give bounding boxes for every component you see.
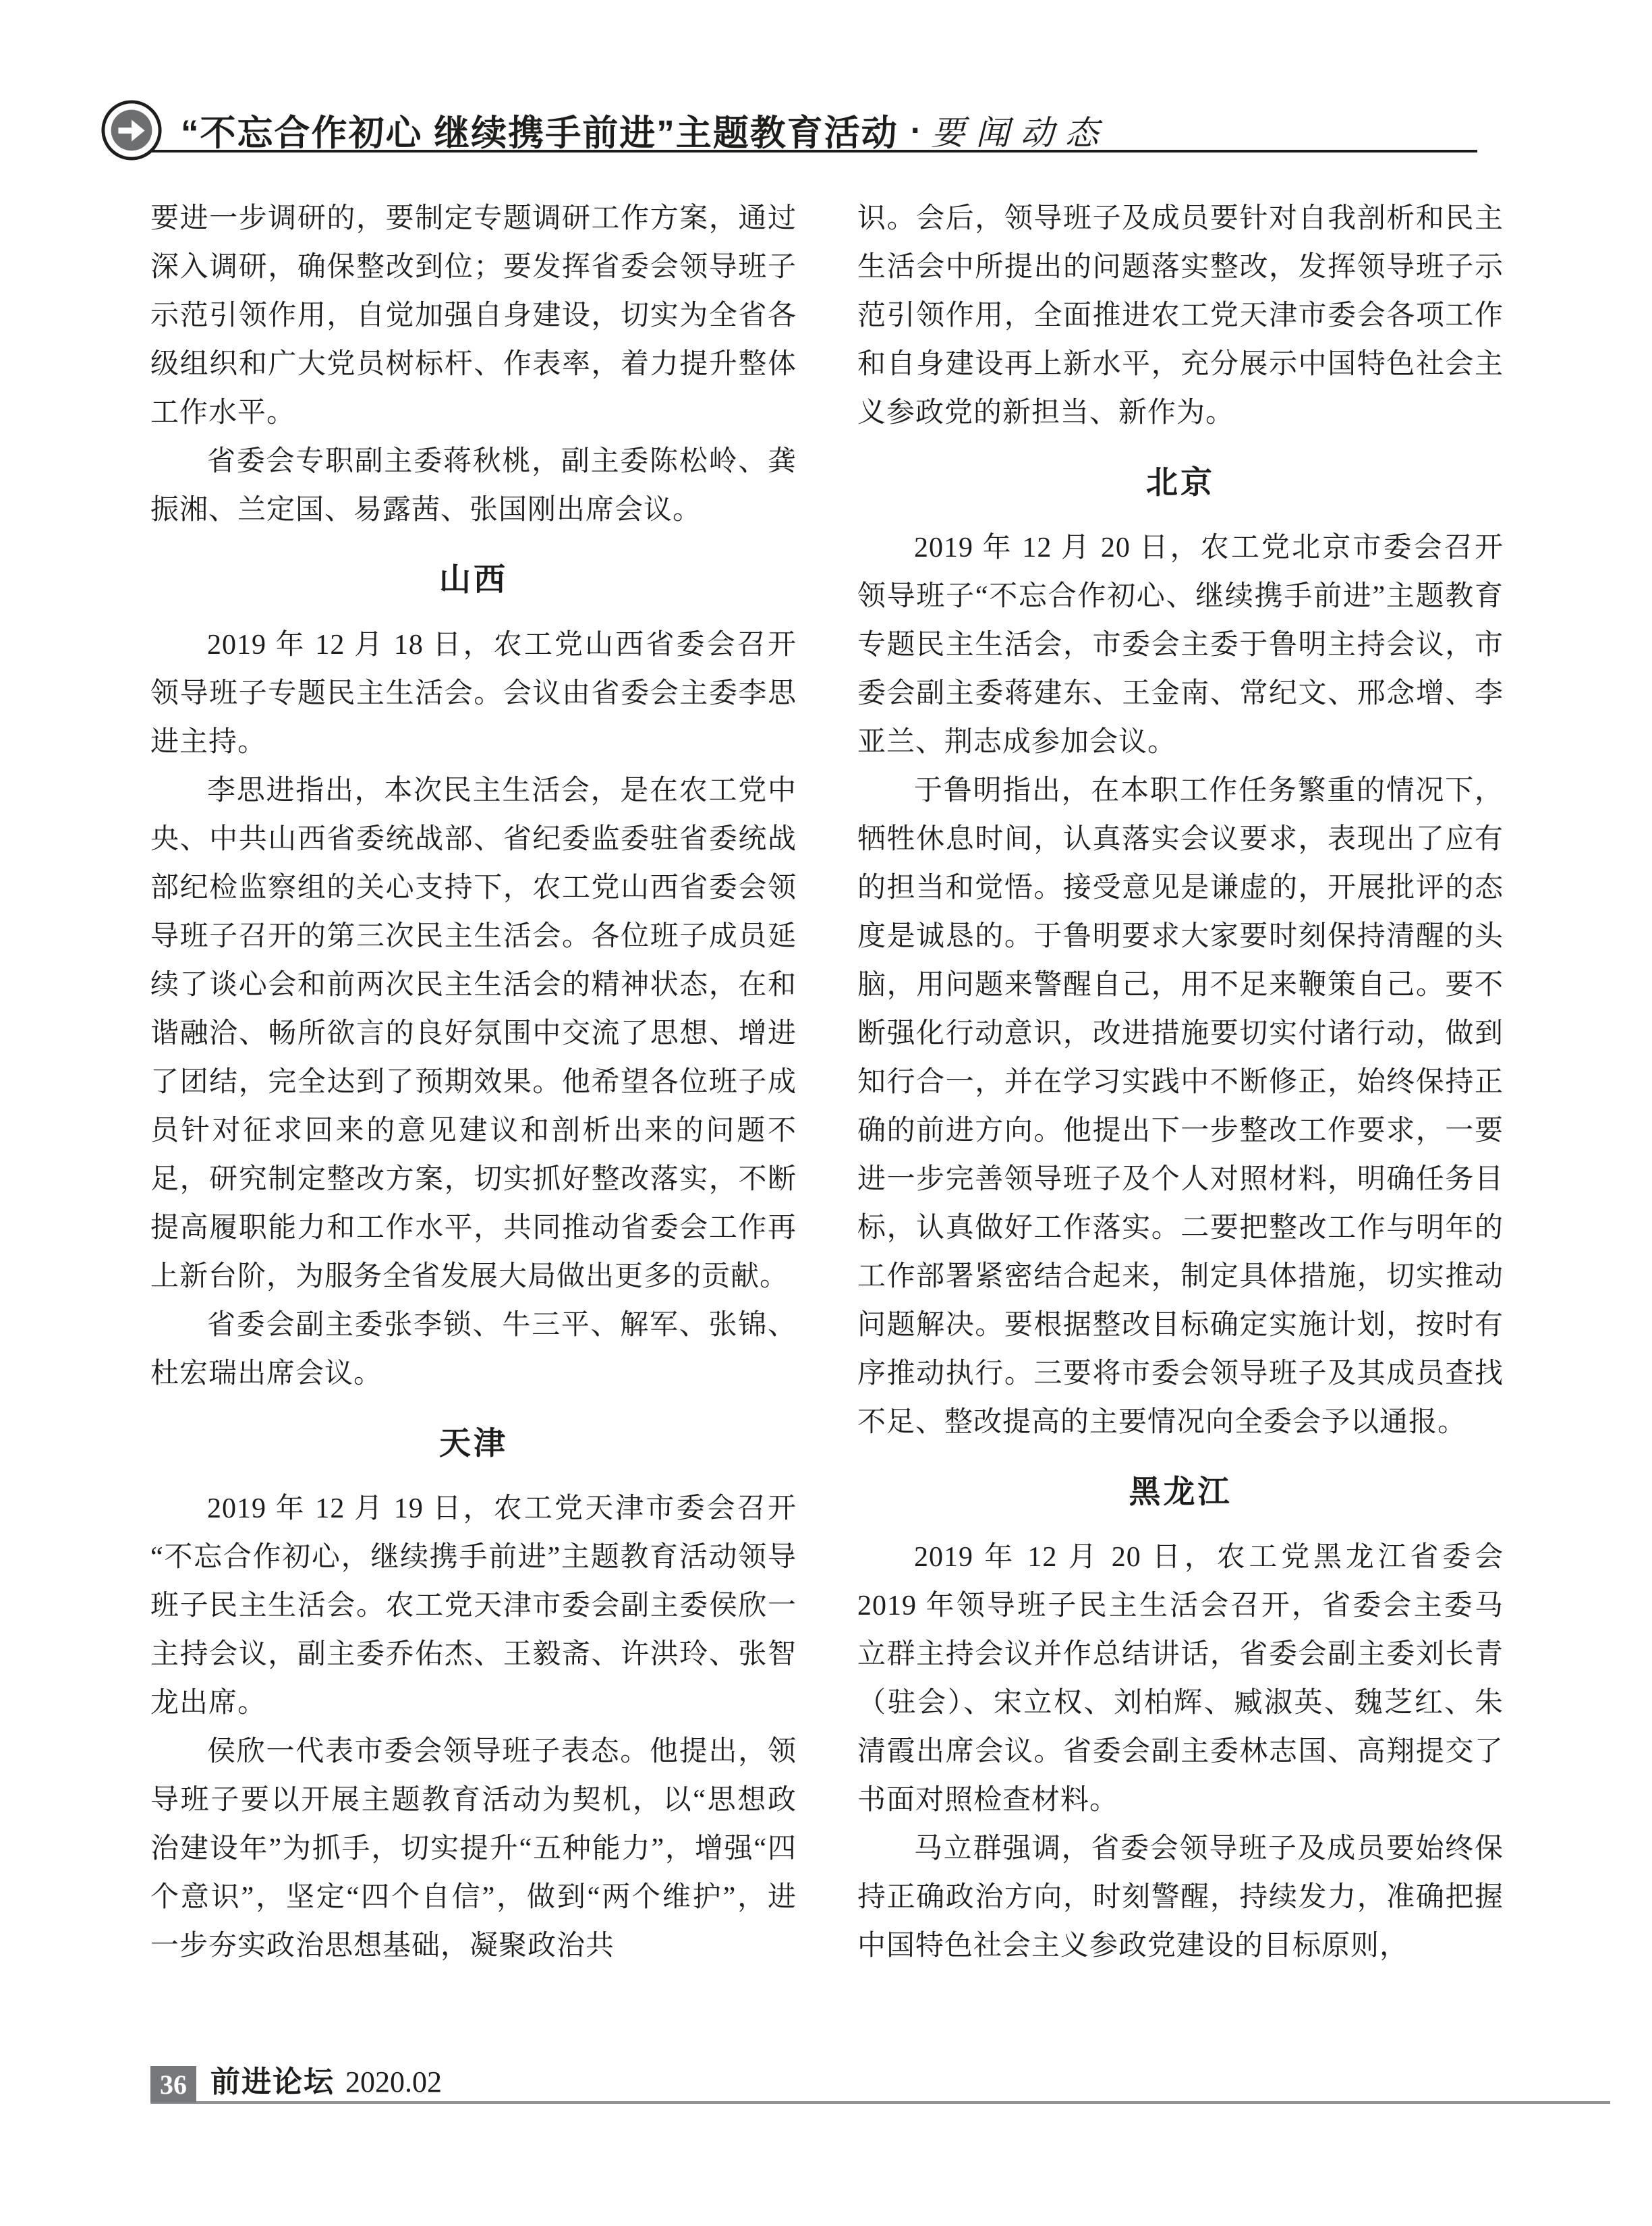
- body-paragraph: 2019 年 12 月 20 日，农工党黑龙江省委会 2019 年领导班子民主生活会召开，省委会主委马立群主持会议并作总结讲话，省委会副主委刘长青（驻会）、宋立权、刘柏辉、臧淑英、魏芝红、朱清霞出席会议。省委会副主委林志国、高翔提交了书面对照检查材料。: [857, 1542, 1504, 1816]
- body-paragraph: 要进一步调研的，要制定专题调研工作方案，通过深入调研，确保整改到位；要发挥省委会领导班子示范引领作用，自觉加强自身建设，切实为全省各级组织和广大党员树标杆、作表率，着力提升整体工作水平。: [150, 203, 797, 428]
- body-paragraph: 识。会后，领导班子及成员要针对自我剖析和民主生活会中所提出的问题落实整改，发挥领导班子示范引领作用，全面推进农工党天津市委会各项工作和自身建设再上新水平，充分展示中国特色社会主义参政党的新担当、新作为。: [857, 203, 1504, 428]
- article-columns: [150, 194, 1504, 1970]
- section-heading: 山西: [439, 563, 508, 598]
- body-paragraph: 侯欣一代表市委会领导班子表态。他提出，领导班子要以开展主题教育活动为契机，以“思想政治建设年”为抓手，切实提升“五种能力”，增强“四个意识”，坚定“四个自信”，做到“两个维护”，进一步夯实政治思想基础，凝聚政治共: [150, 1736, 797, 1961]
- issue-number: 2020.02: [345, 2065, 442, 2098]
- journal-name: 前进论坛: [210, 2065, 335, 2098]
- page-title: “不忘合作初心 继续携手前进”主题教育活动: [181, 113, 899, 153]
- body-paragraph: 于鲁明指出，在本职工作任务繁重的情况下，牺牲休息时间，认真落实会议要求，表现出了应有的担当和觉悟。接受意见是谦虚的，开展批评的态度是诚恳的。于鲁明要求大家要时刻保持清醒的头脑，用问题来警醒自己，用不足来鞭策自己。要不断强化行动意识，改进措施要切实付诸行动，做到知行合一，并在学习实践中不断修正，始终保持正确的前进方向。他提出下一步整改工作要求，一要进一步完善领导班子及个人对照材料，明确任务目标，认真做好工作落实。二要把整改工作与明年的工作部署紧密结合起来，制定具体措施，切实推动问题解决。要根据整改目标确定实施计划，按时有序推动执行。三要将市委会领导班子及其成员查找不足、整改提高的主要情况向全委会予以通报。: [857, 775, 1504, 1438]
- section-heading: 天津: [439, 1426, 508, 1462]
- body-paragraph: 2019 年 12 月 19 日，农工党天津市委会召开“不忘合作初心，继续携手前进”主题教育活动领导班子民主生活会。农工党天津市委会副主委侯欣一主持会议，副主委乔佑杰、王毅斋、许洪玲、张智龙出席。: [150, 1493, 797, 1719]
- left-column: [150, 194, 797, 1970]
- section-heading: 北京: [1146, 466, 1215, 501]
- body-paragraph: 李思进指出，本次民主生活会，是在农工党中央、中共山西省委统战部、省纪委监委驻省委统战部纪检监察组的关心支持下，农工党山西省委会领导班子召开的第三次民主生活会。各位班子成员延续了谈心会和前两次民主生活会的精神状态，在和谐融洽、畅所欲言的良好氛围中交流了思想、增进了团结，完全达到了预期效果。他希望各位班子成员针对征求回来的意见建议和剖析出来的问题不足，研究制定整改方案，切实抓好整改落实，不断提高履职能力和工作水平，共同推动省委会工作再上新台阶，为服务全省发展大局做出更多的贡献。: [150, 775, 797, 1292]
- page-header: [100, 99, 1109, 162]
- right-column: [857, 194, 1504, 1970]
- title-separator-dot: ·: [910, 111, 922, 149]
- body-paragraph: 2019 年 12 月 20 日，农工党北京市委会召开领导班子“不忘合作初心、继续携手前进”主题教育专题民主生活会，市委会主委于鲁明主持会议，市委会副主委蒋建东、王金南、常纪文、邢念增、李亚兰、荆志成参加会议。: [857, 532, 1504, 758]
- body-paragraph: 省委会专职副主委蒋秋桃，副主委陈松岭、龚振湘、兰定国、易露茜、张国刚出席会议。: [150, 446, 797, 526]
- body-paragraph: 2019 年 12 月 18 日，农工党山西省委会召开领导班子专题民主生活会。会议由省委会主委李思进主持。: [150, 630, 797, 758]
- body-paragraph: 马立群强调，省委会领导班子及成员要始终保持正确政治方向，时刻警醒，持续发力，准确把握中国特色社会主义参政党建设的目标原则，: [857, 1833, 1504, 1961]
- body-paragraph: 省委会副主委张李锁、牛三平、解军、张锦、杜宏瑞出席会议。: [150, 1310, 797, 1389]
- section-heading: 黑龙江: [1129, 1475, 1232, 1510]
- page-number-badge: 36: [150, 2066, 196, 2103]
- page-subtitle: 要闻动态: [931, 114, 1110, 152]
- arrow-right-icon: [100, 99, 163, 162]
